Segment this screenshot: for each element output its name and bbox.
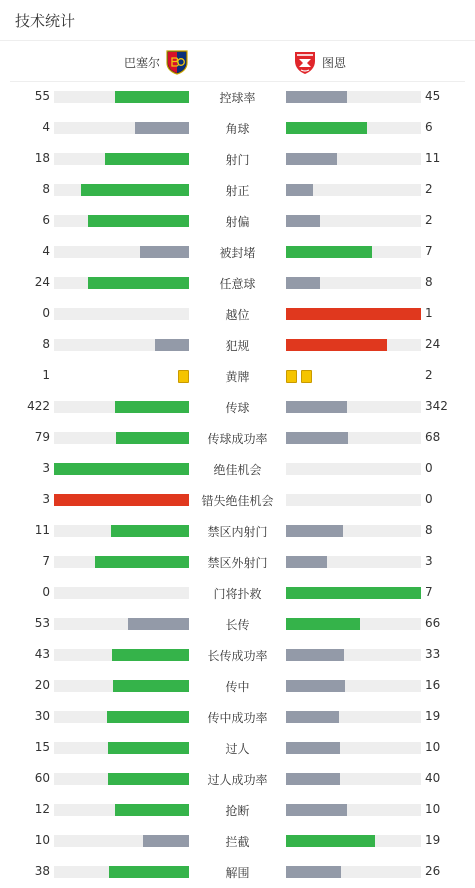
home-value: 7	[42, 554, 50, 568]
stat-row	[0, 144, 475, 175]
away-bar	[286, 339, 421, 351]
stat-row	[0, 826, 475, 857]
home-bar-fill	[81, 184, 189, 196]
away-value: 24	[425, 337, 441, 351]
home-value: 30	[34, 709, 50, 723]
home-bar	[54, 122, 189, 134]
yellow-card-icon	[178, 370, 189, 383]
away-bar	[286, 866, 421, 878]
away-bar	[286, 773, 421, 785]
away-value: 0	[425, 461, 433, 475]
away-bar	[286, 618, 421, 630]
home-bar	[54, 556, 189, 568]
home-bar-fill	[115, 401, 189, 413]
home-value: 20	[34, 678, 50, 692]
away-bar	[286, 649, 421, 661]
away-value: 2	[425, 213, 433, 227]
away-bar-fill	[286, 184, 313, 196]
stat-label: 门将扑救	[213, 587, 262, 601]
away-value: 19	[425, 709, 441, 723]
away-bar-fill	[286, 308, 421, 320]
away-value: 6	[425, 120, 433, 134]
home-bar	[54, 649, 189, 661]
stat-label: 禁区外射门	[207, 556, 268, 570]
away-bar	[286, 401, 421, 413]
away-bar-fill	[286, 680, 345, 692]
stat-row	[0, 702, 475, 733]
stat-label: 传中	[225, 680, 250, 694]
stat-label: 禁区内射门	[207, 525, 268, 539]
away-value: 8	[425, 275, 433, 289]
away-value: 7	[425, 585, 433, 599]
home-bar	[54, 432, 189, 444]
page-header	[0, 0, 475, 41]
home-value: 8	[42, 337, 50, 351]
away-bar-fill	[286, 215, 320, 227]
home-bar	[54, 618, 189, 630]
stat-label: 传球成功率	[207, 432, 268, 446]
stat-label: 过人	[225, 742, 250, 756]
away-bar-fill	[286, 91, 347, 103]
stat-row	[0, 764, 475, 795]
stat-label: 犯规	[225, 339, 250, 353]
stat-label: 传中成功率	[207, 711, 268, 725]
away-bar	[286, 804, 421, 816]
home-bar	[54, 773, 189, 785]
home-bar	[54, 804, 189, 816]
home-bar	[54, 463, 189, 475]
home-bar	[54, 525, 189, 537]
home-bar-fill	[108, 742, 189, 754]
home-value: 6	[42, 213, 50, 227]
away-bar	[286, 308, 421, 320]
away-value: 40	[425, 771, 441, 785]
home-value: 3	[42, 461, 50, 475]
home-value: 55	[34, 89, 50, 103]
home-bar	[54, 711, 189, 723]
away-bar	[286, 463, 421, 475]
stat-row	[0, 82, 475, 113]
home-bar-fill	[128, 618, 189, 630]
home-value: 15	[34, 740, 50, 754]
stat-label: 任意球	[219, 277, 256, 291]
away-bar-fill	[286, 742, 340, 754]
home-bar	[54, 742, 189, 754]
stat-label: 控球率	[219, 91, 256, 105]
away-value: 10	[425, 802, 441, 816]
home-bar-fill	[54, 463, 189, 475]
stat-label: 绝佳机会	[213, 463, 262, 477]
home-bar-fill	[115, 804, 189, 816]
away-bar	[286, 587, 421, 599]
away-value: 11	[425, 151, 441, 165]
stat-row	[0, 547, 475, 578]
away-bar	[286, 215, 421, 227]
home-bar-fill	[54, 494, 189, 506]
away-value: 0	[425, 492, 433, 506]
stat-row	[0, 516, 475, 547]
stat-label: 错失绝佳机会	[201, 494, 274, 508]
away-value: 2	[425, 368, 433, 382]
away-bar-fill	[286, 587, 421, 599]
stat-label: 拦截	[225, 835, 250, 849]
yellow-card-icon	[301, 370, 312, 383]
home-bar-fill	[113, 680, 189, 692]
stat-row	[0, 268, 475, 299]
away-bar-fill	[286, 432, 348, 444]
home-bar	[54, 835, 189, 847]
home-yellow-cards	[54, 370, 189, 382]
home-bar-fill	[88, 215, 189, 227]
home-value: 79	[34, 430, 50, 444]
stat-row	[0, 175, 475, 206]
stat-row	[0, 578, 475, 609]
stat-label: 解围	[225, 866, 250, 880]
away-bar-fill	[286, 711, 339, 723]
home-bar-fill	[105, 153, 189, 165]
yellow-card-icon	[286, 370, 297, 383]
stat-label: 过人成功率	[207, 773, 268, 787]
home-bar	[54, 339, 189, 351]
stat-label: 长传	[225, 618, 250, 632]
home-value: 60	[34, 771, 50, 785]
stat-label: 长传成功率	[207, 649, 268, 663]
away-bar-fill	[286, 556, 327, 568]
home-bar	[54, 308, 189, 320]
home-bar-fill	[107, 711, 189, 723]
basel-crest-icon	[164, 49, 190, 75]
away-bar-fill	[286, 866, 341, 878]
away-value: 1	[425, 306, 433, 320]
stat-row	[0, 361, 475, 392]
home-bar	[54, 184, 189, 196]
home-value: 0	[42, 306, 50, 320]
away-bar	[286, 494, 421, 506]
home-bar-fill	[135, 122, 189, 134]
stat-row	[0, 857, 475, 888]
away-bar	[286, 680, 421, 692]
thun-crest-icon	[292, 49, 318, 75]
away-bar-fill	[286, 153, 337, 165]
home-value: 24	[34, 275, 50, 289]
away-value: 2	[425, 182, 433, 196]
away-value: 19	[425, 833, 441, 847]
away-value: 10	[425, 740, 441, 754]
away-bar-fill	[286, 277, 320, 289]
away-yellow-cards	[286, 370, 421, 382]
stat-label: 传球	[225, 401, 250, 415]
home-value: 3	[42, 492, 50, 506]
away-bar	[286, 742, 421, 754]
away-bar	[286, 277, 421, 289]
home-bar	[54, 587, 189, 599]
away-team[interactable]	[292, 49, 346, 75]
stat-row	[0, 299, 475, 330]
away-value: 8	[425, 523, 433, 537]
home-bar	[54, 494, 189, 506]
home-bar	[54, 401, 189, 413]
away-bar	[286, 184, 421, 196]
stat-row	[0, 392, 475, 423]
stat-row	[0, 795, 475, 826]
home-value: 18	[34, 151, 50, 165]
away-value: 68	[425, 430, 441, 444]
away-bar-fill	[286, 122, 367, 134]
home-value: 38	[34, 864, 50, 878]
home-value: 11	[34, 523, 50, 537]
stat-label: 黄牌	[225, 370, 250, 384]
away-bar	[286, 246, 421, 258]
away-bar	[286, 556, 421, 568]
home-bar	[54, 215, 189, 227]
stat-row	[0, 454, 475, 485]
home-value: 8	[42, 182, 50, 196]
home-bar-fill	[95, 556, 190, 568]
stat-row	[0, 113, 475, 144]
stat-label: 角球	[225, 122, 250, 136]
away-team-name: 图恩	[322, 55, 347, 70]
away-bar-fill	[286, 649, 344, 661]
home-bar-fill	[111, 525, 189, 537]
stats-list	[0, 82, 475, 888]
away-value: 26	[425, 864, 441, 878]
home-bar	[54, 91, 189, 103]
home-team[interactable]	[124, 49, 190, 75]
away-bar	[286, 153, 421, 165]
page-title: 技术统计	[15, 11, 76, 30]
home-value: 53	[34, 616, 50, 630]
away-value: 3	[425, 554, 433, 568]
away-bar-fill	[286, 835, 375, 847]
away-bar	[286, 122, 421, 134]
home-bar-fill	[143, 835, 189, 847]
home-bar	[54, 680, 189, 692]
stat-label: 射偏	[225, 215, 250, 229]
stat-row	[0, 423, 475, 454]
stat-row	[0, 330, 475, 361]
stat-row	[0, 485, 475, 516]
away-bar-fill	[286, 525, 343, 537]
away-value: 342	[425, 399, 448, 413]
home-bar-fill	[109, 866, 189, 878]
away-value: 33	[425, 647, 441, 661]
stat-label: 射正	[225, 184, 250, 198]
stat-row	[0, 609, 475, 640]
stat-row	[0, 206, 475, 237]
away-bar	[286, 525, 421, 537]
home-bar-fill	[108, 773, 189, 785]
away-value: 66	[425, 616, 441, 630]
home-bar	[54, 277, 189, 289]
home-team-name: 巴塞尔	[123, 55, 160, 70]
away-bar-fill	[286, 401, 347, 413]
stat-row	[0, 671, 475, 702]
home-bar-fill	[88, 277, 189, 289]
home-value: 0	[42, 585, 50, 599]
away-bar	[286, 432, 421, 444]
home-value: 12	[34, 802, 50, 816]
away-bar-fill	[286, 618, 360, 630]
away-value: 7	[425, 244, 433, 258]
stat-row	[0, 237, 475, 268]
teams-header	[10, 41, 465, 82]
home-value: 4	[42, 244, 50, 258]
home-value: 43	[34, 647, 50, 661]
stat-label: 射门	[225, 153, 250, 167]
away-bar	[286, 91, 421, 103]
away-bar	[286, 711, 421, 723]
away-value: 45	[425, 89, 441, 103]
home-bar	[54, 153, 189, 165]
away-bar-fill	[286, 246, 372, 258]
home-bar-fill	[155, 339, 189, 351]
away-bar	[286, 835, 421, 847]
stat-label: 抢断	[225, 804, 250, 818]
home-bar-fill	[116, 432, 189, 444]
home-bar	[54, 246, 189, 258]
home-value: 10	[34, 833, 50, 847]
away-bar-fill	[286, 339, 387, 351]
stat-row	[0, 733, 475, 764]
home-value: 1	[42, 368, 50, 382]
away-value: 16	[425, 678, 441, 692]
home-bar	[54, 866, 189, 878]
home-value: 422	[27, 399, 50, 413]
home-bar-fill	[115, 91, 189, 103]
stat-row	[0, 640, 475, 671]
home-bar-fill	[112, 649, 189, 661]
away-bar-fill	[286, 773, 340, 785]
home-value: 4	[42, 120, 50, 134]
away-bar-fill	[286, 804, 347, 816]
home-bar-fill	[140, 246, 189, 258]
stat-label: 越位	[225, 308, 250, 322]
stat-label: 被封堵	[219, 246, 256, 260]
